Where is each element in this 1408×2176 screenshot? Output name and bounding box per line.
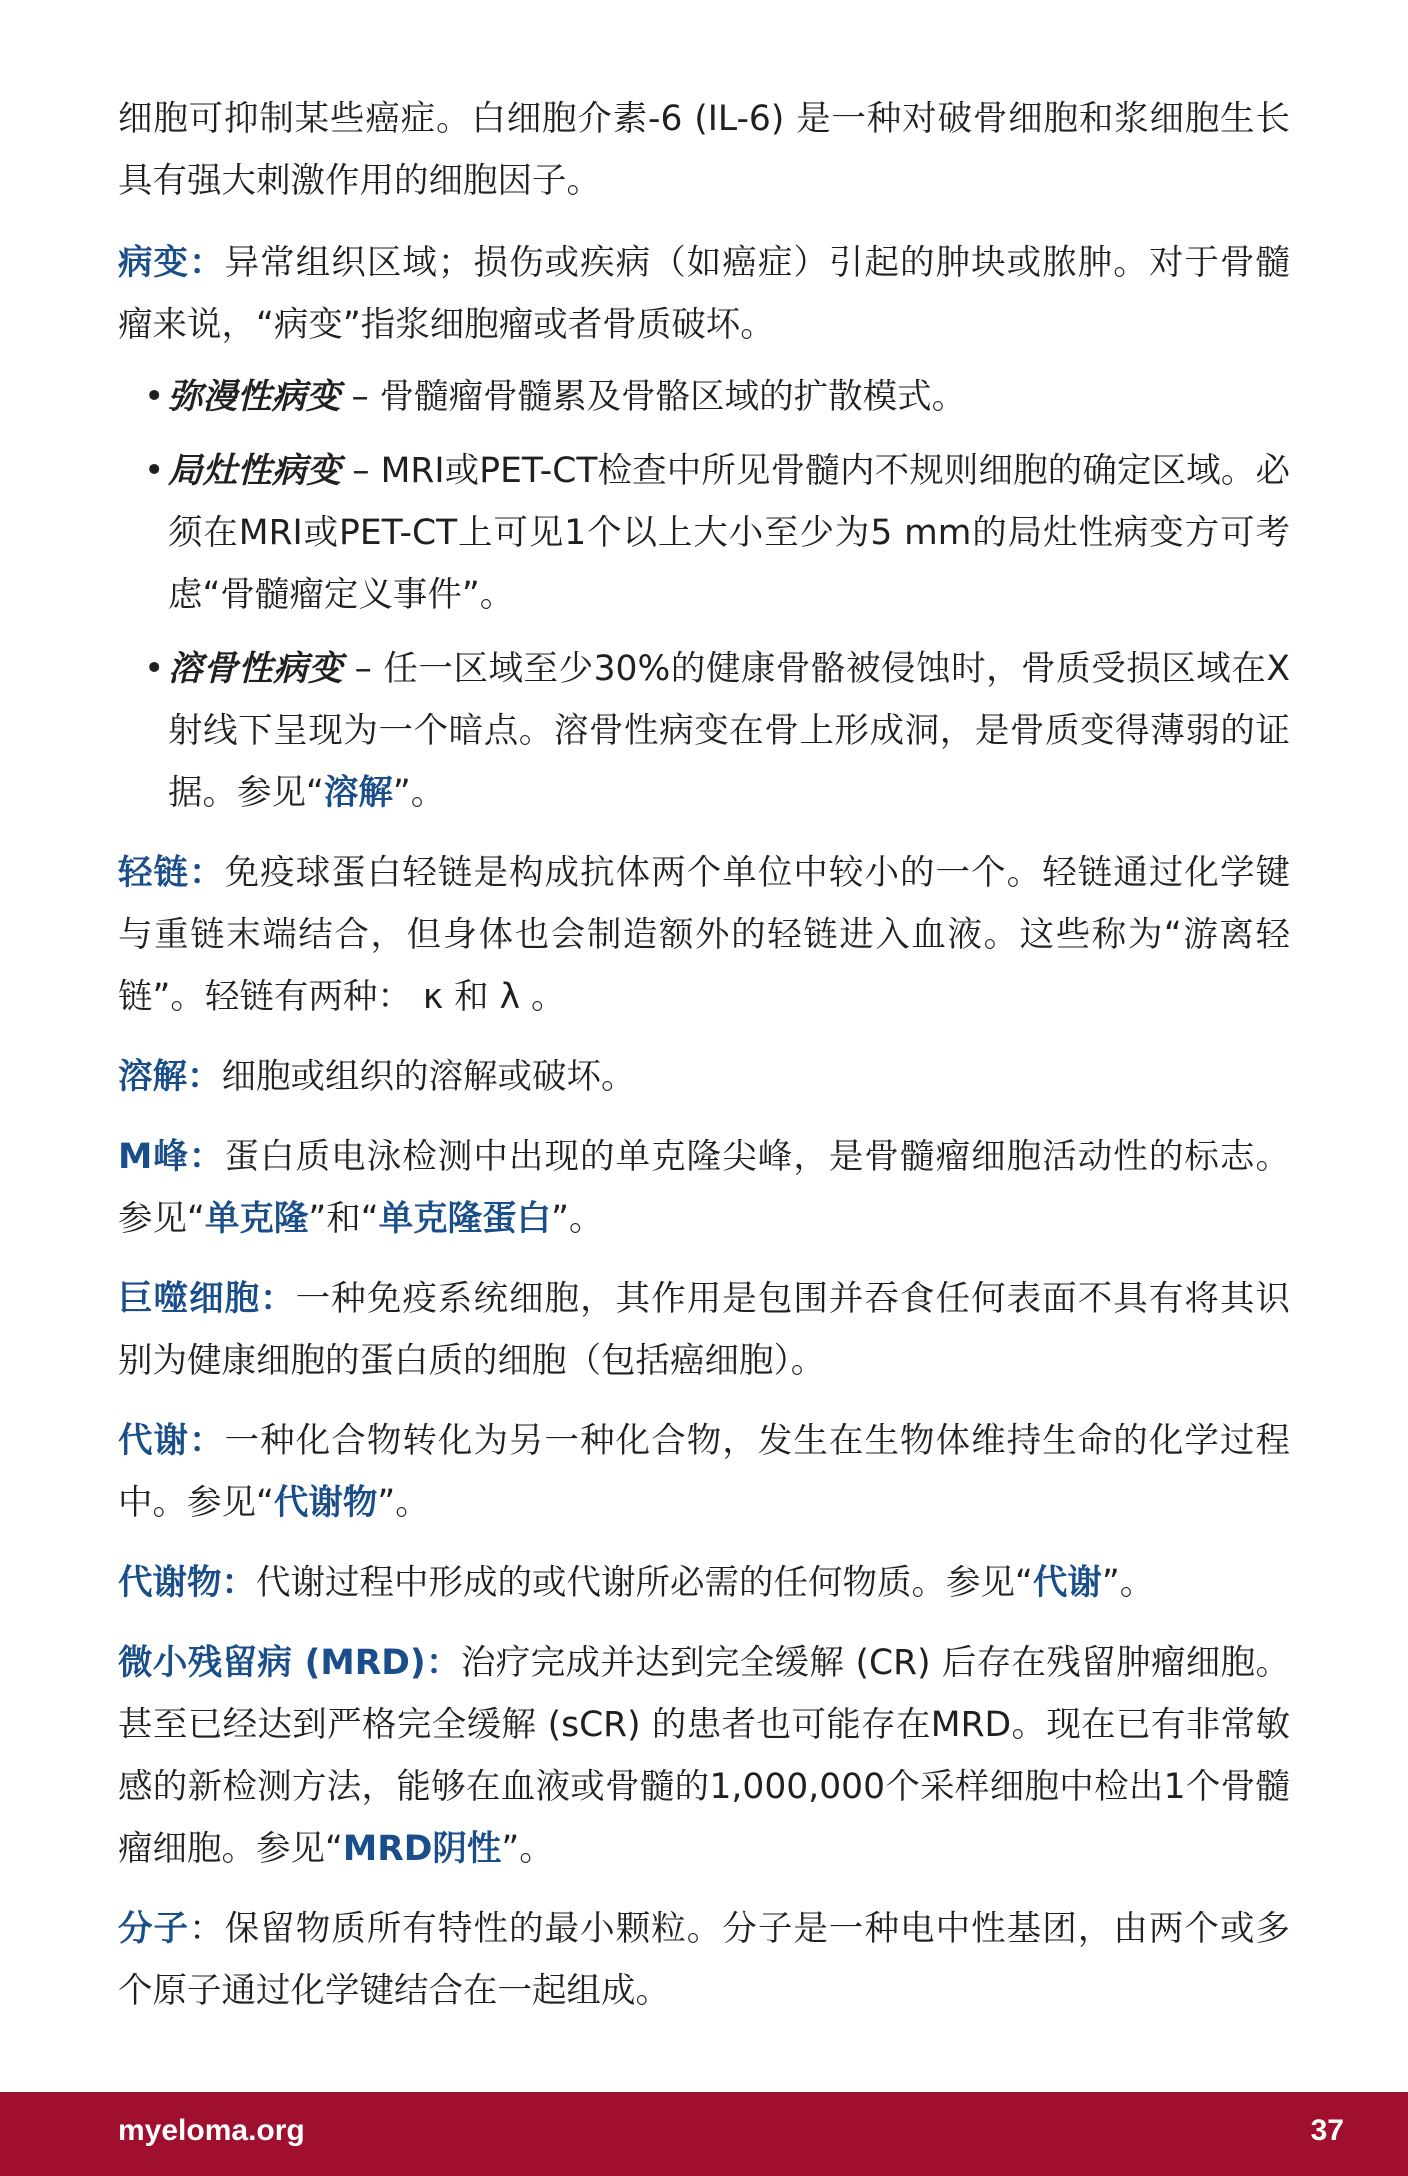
definition-m-spike: 蛋白质电泳检测中出现的单克隆尖峰，是骨髓瘤细胞活动性的标志。参见“	[118, 1137, 1290, 1239]
bullet-diffuse-lesion	[118, 366, 1290, 428]
crossref-mid: ”和“	[308, 1199, 379, 1239]
crossref-close: ”。	[392, 773, 446, 813]
entry-metabolism	[118, 1410, 1290, 1534]
entry-lysis	[118, 1046, 1290, 1108]
subdefinition-focal: – MRI或PET-CT检查中所见骨髓内不规则细胞的确定区域。必须在MRI或PET-CT上可见1个以上大小至少为5 mm的局灶性病变方可考虑“骨髓瘤定义事件”。	[168, 451, 1291, 615]
intro-text: 细胞可抑制某些癌症。白细胞介素-6 (IL-6) 是一种对破骨细胞和浆细胞生长具有强大刺激作用的细胞因子。	[118, 99, 1290, 201]
bullet-dot-icon: •	[144, 649, 165, 689]
intro-paragraph	[118, 88, 1290, 212]
crossref-monoclonal-protein-link[interactable]: 单克隆蛋白	[378, 1199, 552, 1239]
term-mrd: 微小残留病 (MRD)：	[118, 1643, 461, 1683]
definition-mrd: 治疗完成并达到完全缓解 (CR) 后存在残留肿瘤细胞。甚至已经达到严格完全缓解 (sCR) 的患者也可能存在MRD。现在已有非常敏感的新检测方法，能够在血液或骨髓的1,000,000个采样细胞中检出1个骨髓瘤细胞。参见“	[118, 1643, 1290, 1869]
definition-metabolism: 一种化合物转化为另一种化合物，发生在生物体维持生命的化学过程中。参见“	[118, 1421, 1290, 1523]
subterm-lytic: 溶骨性病变	[168, 649, 344, 689]
entry-lesion	[118, 232, 1290, 356]
crossref-lysis-link[interactable]: 溶解	[323, 773, 393, 813]
term-macrophage: 巨噬细胞：	[118, 1279, 296, 1319]
page-number: 37	[1310, 2114, 1344, 2147]
subdefinition-lytic: – 任一区域至少30%的健康骨骼被侵蚀时，骨质受损区域在X射线下呈现为一个暗点。溶骨性病变在骨上形成洞，是骨质变得薄弱的证据。参见“	[168, 649, 1291, 813]
subterm-diffuse: 弥漫性病变	[168, 377, 341, 417]
definition-lysis: 细胞或组织的溶解或破坏。	[221, 1057, 636, 1097]
crossref-close: ”。	[501, 1829, 554, 1869]
definition-macrophage: 一种免疫系统细胞，其作用是包围并吞食任何表面不具有将其识别为健康细胞的蛋白质的细胞（包括癌细胞）。	[118, 1279, 1290, 1381]
term-molecule-colon: ：	[189, 1909, 225, 1949]
bullet-dot-icon: •	[144, 377, 165, 417]
definition-lesion: 异常组织区域；损伤或疾病（如癌症）引起的肿块或脓肿。对于骨髓瘤来说，“病变”指浆细胞瘤或者骨质破坏。	[118, 243, 1290, 345]
crossref-close: ”。	[551, 1199, 604, 1239]
crossref-close: ”。	[1101, 1563, 1155, 1603]
crossref-mrd-negative-link[interactable]: MRD阴性	[342, 1829, 502, 1869]
definition-molecule: 保留物质所有特性的最小颗粒。分子是一种电中性基团，由两个或多个原子通过化学键结合在一起组成。	[118, 1909, 1290, 2011]
bullet-lytic-lesion	[118, 638, 1290, 824]
subdefinition-diffuse: – 骨髓瘤骨髓累及骨骼区域的扩散模式。	[340, 377, 967, 417]
glossary-content	[118, 88, 1290, 2040]
bullet-dot-icon: •	[144, 451, 165, 491]
term-lesion: 病变：	[118, 243, 225, 283]
term-m-spike: M峰：	[118, 1137, 225, 1177]
entry-mrd	[118, 1632, 1290, 1880]
crossref-close: ”。	[377, 1483, 430, 1523]
entry-molecule	[118, 1898, 1290, 2022]
entry-macrophage	[118, 1268, 1290, 1392]
definition-metabolite: 代谢过程中形成的或代谢所必需的任何物质。参见“	[256, 1563, 1033, 1603]
term-metabolism: 代谢：	[118, 1421, 225, 1461]
crossref-metabolism-link[interactable]: 代谢	[1032, 1563, 1102, 1603]
bullet-focal-lesion	[118, 440, 1290, 626]
crossref-monoclonal-link[interactable]: 单克隆	[204, 1199, 309, 1239]
definition-light-chain: 免疫球蛋白轻链是构成抗体两个单位中较小的一个。轻链通过化学键与重链末端结合，但身体也会制造额外的轻链进入血液。这些称为“游离轻链”。轻链有两种： κ 和 λ 。	[118, 853, 1290, 1017]
subterm-focal: 局灶性病变	[168, 451, 342, 491]
entry-light-chain	[118, 842, 1290, 1028]
entry-metabolite	[118, 1552, 1290, 1614]
term-metabolite: 代谢物：	[118, 1563, 256, 1603]
term-lysis: 溶解：	[118, 1057, 222, 1097]
page-footer	[0, 2092, 1408, 2176]
crossref-metabolite-link[interactable]: 代谢物	[273, 1483, 378, 1523]
lesion-bullet-list	[118, 366, 1290, 824]
entry-m-spike	[118, 1126, 1290, 1250]
term-light-chain: 轻链：	[118, 853, 225, 893]
footer-site-link[interactable]: myeloma.org	[118, 2114, 305, 2147]
term-molecule: 分子	[118, 1909, 190, 1949]
